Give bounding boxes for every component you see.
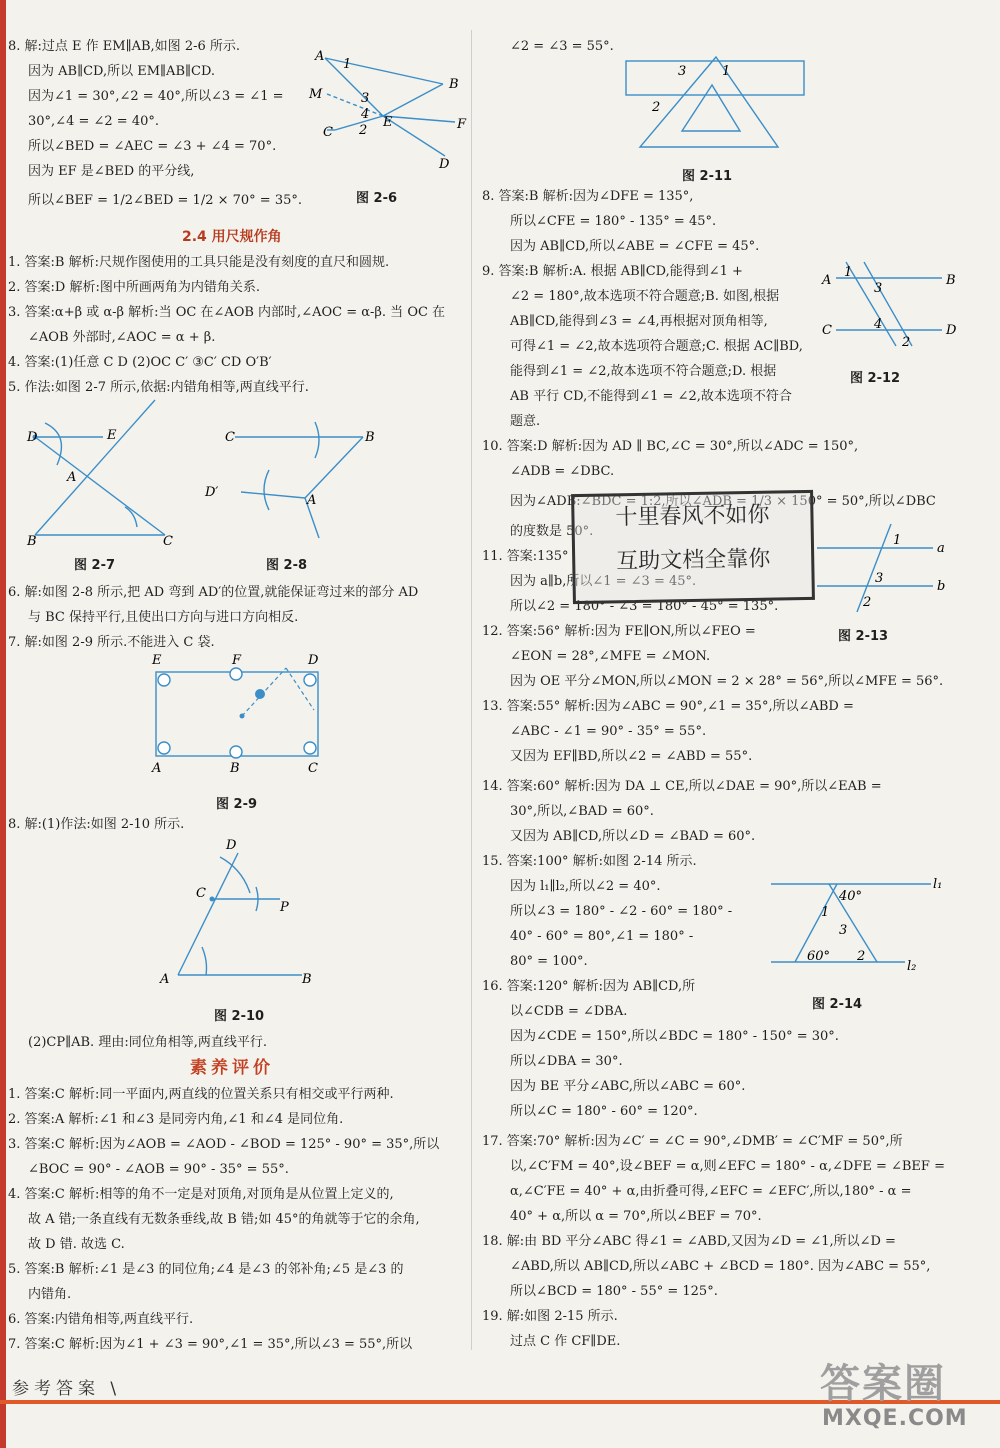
fig-label: 3: [839, 923, 848, 938]
fig-label: 2: [902, 335, 911, 350]
figure-caption: 图 2-13: [838, 629, 889, 644]
fig-label: b: [937, 579, 946, 594]
answer-line: 所以∠DBA = 30°.: [510, 1054, 623, 1069]
fig-label: 4: [874, 317, 883, 332]
figure-caption: 图 2-9: [216, 797, 258, 812]
answer-line: ∠ADB = ∠DBC.: [510, 464, 615, 479]
answer-line: 过点 C 作 CF∥DE.: [510, 1334, 621, 1349]
line: 所以∠BED = ∠AEC = ∠3 + ∠4 = 70°.: [28, 139, 277, 154]
fig-label: E: [107, 428, 117, 443]
answer-line: 的度数是 50°.: [510, 524, 594, 539]
fig-label: B: [27, 534, 37, 549]
answer-line: ∠BOC = 90° - ∠AOB = 90° - 35° = 55°.: [28, 1162, 289, 1177]
answer-line: 1. 答案:C 解析:同一平面内,两直线的位置关系只有相交或平行两种.: [8, 1087, 394, 1102]
fig-label: C: [163, 534, 173, 549]
corner-watermark-url: MXQE.COM: [822, 1406, 968, 1431]
figure-2-12: [818, 258, 968, 358]
fig-label: D: [226, 838, 237, 853]
fig-label: B: [946, 273, 956, 288]
answer-line: 3. 答案:C 解析:因为∠AOB = ∠AOD - ∠BOD = 125° - 90° = 35°,所以: [8, 1137, 440, 1152]
figure-caption: 图 2-12: [850, 371, 901, 386]
fig-label: F: [232, 653, 242, 668]
fig-label: a: [937, 541, 945, 556]
fig-label: 2: [359, 123, 368, 138]
fig-label: B: [365, 430, 375, 445]
fig-label: 1: [722, 64, 731, 79]
fig-label: F: [457, 117, 467, 132]
answer-line: 1. 答案:B 解析:尺规作图使用的工具只能是没有刻度的直尺和圆规.: [8, 255, 390, 270]
figure-2-13: [815, 522, 955, 617]
fig-label: C: [323, 125, 333, 140]
fig-label: 3: [875, 571, 884, 586]
answer-line: 所以∠BCD = 180° - 55° = 125°.: [510, 1284, 718, 1299]
fig-label: 40°: [839, 889, 863, 904]
answer-line: AB∥CD,能得到∠3 = ∠4,再根据对顶角相等,: [510, 314, 768, 329]
answer-line: 30°,所以,∠BAD = 60°.: [510, 804, 654, 819]
figure-caption: 图 2-11: [682, 169, 733, 184]
answer-line: 40° - 60° = 80°,∠1 = 180° -: [510, 929, 694, 944]
line: ∠2 = ∠3 = 55°.: [510, 39, 614, 54]
fig-label: A: [160, 972, 170, 987]
answer-line: 8. 解:(1)作法:如图 2-10 所示.: [8, 817, 185, 832]
fig-label: C: [308, 761, 318, 776]
answer-line: 所以∠C = 180° - 60° = 120°.: [510, 1104, 698, 1119]
answer-line: 4. 答案:(1)任意 C D (2)OC C′ ③C′ CD O′B′: [8, 355, 272, 370]
fig-label: P: [280, 900, 289, 915]
answer-line: 17. 答案:70° 解析:因为∠C′ = ∠C = 90°,∠DMB′ = ∠C′MF = 50°,所: [482, 1134, 903, 1149]
answer-line: 故 A 错;一条直线有无数条垂线,故 B 错;如 45°的角就等于它的余角,: [28, 1212, 420, 1227]
answer-line: 2. 答案:D 解析:图中所画两角为内错角关系.: [8, 280, 260, 295]
answer-line: 14. 答案:60° 解析:因为 DA ⊥ CE,所以∠DAE = 90°,所以∠EAB =: [482, 779, 882, 794]
answer-line: 6. 解:如图 2-8 所示,把 AD 弯到 AD′的位置,就能保证弯过来的部分 AD: [8, 585, 419, 600]
answer-line: 又因为 EF∥BD,所以∠2 = ∠ABD = 55°.: [510, 749, 753, 764]
figure-caption: 图 2-8: [266, 558, 308, 573]
answer-line: 12. 答案:56° 解析:因为 FE∥ON,所以∠FEO =: [482, 624, 756, 639]
answer-line: AB 平行 CD,不能得到∠1 = ∠2,故本选项不符合: [510, 389, 792, 404]
fig-label: 4: [361, 107, 370, 122]
answer-line: 16. 答案:120° 解析:因为 AB∥CD,所: [482, 979, 696, 994]
answer-line: ∠ABD,所以 AB∥CD,所以∠ABC + ∠BCD = 180°. 因为∠ABC = 55°,: [510, 1259, 931, 1274]
answer-line: 6. 答案:内错角相等,两直线平行.: [8, 1312, 194, 1327]
answer-line: 可得∠1 = ∠2,故本选项符合题意;C. 根据 AC∥BD,: [510, 339, 803, 354]
answer-line: 因为∠ADB:∠BDC = 1:2,所以∠ADB = 1/3 × 150° = 50°,所以∠DBC: [510, 494, 936, 509]
fig-label: l₂: [907, 959, 917, 974]
fig-label: A: [152, 761, 162, 776]
line: 因为 AB∥CD,所以 EM∥AB∥CD.: [28, 64, 216, 79]
fig-label: B: [230, 761, 240, 776]
answer-line: 因为 a∥b,所以∠1 = ∠3 = 45°.: [510, 574, 697, 589]
figure-2-11: [620, 55, 810, 160]
answer-line: 因为 OE 平分∠MON,所以∠MON = 2 × 28° = 56°,所以∠MFE = 56°.: [510, 674, 944, 689]
section-heading: 2.4 用尺规作角: [182, 229, 282, 245]
answer-line: α,∠C′FE = 40° + α,由折叠可得,∠EFC = ∠EFC′,所以,180° - α =: [510, 1184, 912, 1199]
fig-label: E: [383, 115, 393, 130]
answer-line: ∠AOB 外部时,∠AOC = α + β.: [28, 330, 216, 345]
fig-label: 2: [863, 595, 872, 610]
fig-label: 2: [652, 100, 661, 115]
figure-2-7: [25, 395, 195, 550]
stamp-line: 互助文档全靠你: [616, 546, 771, 575]
figure-caption: 图 2-10: [214, 1009, 265, 1024]
fig-label: 1: [821, 905, 830, 920]
fig-label: D′: [205, 485, 219, 500]
figure-caption: 图 2-14: [812, 997, 863, 1012]
fig-label: A: [307, 493, 317, 508]
answer-line: 因为∠CDE = 150°,所以∠BDC = 180° - 150° = 30°.: [510, 1029, 839, 1044]
fig-label: C: [196, 886, 206, 901]
line: 因为 EF 是∠BED 的平分线,: [28, 164, 195, 179]
line: 8. 解:过点 E 作 EM∥AB,如图 2-6 所示.: [8, 39, 241, 54]
answer-line: 5. 作法:如图 2-7 所示,依据:内错角相等,两直线平行.: [8, 380, 309, 395]
fig-label: D: [308, 653, 319, 668]
answer-line: ∠2 = 180°,故本选项不符合题意;B. 如图,根据: [510, 289, 780, 304]
answer-line: 以,∠C′FM = 40°,设∠BEF = α,则∠EFC = 180° - α,∠DFE = ∠BEF =: [510, 1159, 945, 1174]
answer-line: 所以∠2 = 180° - ∠3 = 180° - 45° = 135°.: [510, 599, 779, 614]
fig-label: B: [302, 972, 312, 987]
answer-line: 因为 BE 平分∠ABC,所以∠ABC = 60°.: [510, 1079, 746, 1094]
fig-label: D: [439, 157, 450, 172]
answer-line: 能得到∠1 = ∠2,故本选项不符合题意;D. 根据: [510, 364, 777, 379]
answer-line: 4. 答案:C 解析:相等的角不一定是对顶角,对顶角是从位置上定义的,: [8, 1187, 394, 1202]
answer-line: 2. 答案:A 解析:∠1 和∠3 是同旁内角,∠1 和∠4 是同位角.: [8, 1112, 344, 1127]
figure-caption: 图 2-6: [356, 191, 398, 206]
answer-line: 以∠CDB = ∠DBA.: [510, 1004, 628, 1019]
figure-2-14: [765, 870, 945, 975]
answer-line: ∠EON = 28°,∠MFE = ∠MON.: [510, 649, 711, 664]
fig-label: 1: [844, 265, 853, 280]
answer-line: 40° + α,所以 α = 70°,所以∠BEF = 70°.: [510, 1209, 762, 1224]
figure-2-6: [305, 38, 475, 178]
stamp-watermark: [571, 490, 815, 604]
answer-line: 7. 解:如图 2-9 所示.不能进入 C 袋.: [8, 635, 215, 650]
answer-line: 因为 l₁∥l₂,所以∠2 = 40°.: [510, 879, 661, 894]
stamp-line: 十里春风不如你: [615, 502, 770, 531]
figure-2-9: [140, 648, 340, 780]
answer-line: 11. 答案:135°: [482, 549, 569, 564]
answer-line: 所以∠3 = 180° - ∠2 - 60° = 180° -: [510, 904, 733, 919]
figure-2-10: [150, 835, 340, 995]
fig-label: B: [449, 77, 459, 92]
line: 30°,∠4 = ∠2 = 40°.: [28, 114, 159, 129]
fig-label: 3: [874, 281, 883, 296]
answer-line: 内错角.: [28, 1287, 72, 1302]
answer-line: 7. 答案:C 解析:因为∠1 + ∠3 = 90°,∠1 = 35°,所以∠3 = 55°,所以: [8, 1337, 413, 1352]
fig-label: 2: [857, 949, 866, 964]
answer-line: 13. 答案:55° 解析:因为∠ABC = 90°,∠1 = 35°,所以∠ABD =: [482, 699, 854, 714]
answer-line: 5. 答案:B 解析:∠1 是∠3 的同位角;∠4 是∠3 的邻补角;∠5 是∠3 的: [8, 1262, 404, 1277]
fig-label: C: [225, 430, 235, 445]
fig-label: 3: [678, 64, 687, 79]
answer-line: 80° = 100°.: [510, 954, 588, 969]
fig-label: 3: [361, 91, 370, 106]
answer-line: 又因为 AB∥CD,所以∠D = ∠BAD = 60°.: [510, 829, 756, 844]
left-edge-bar: [0, 0, 6, 1448]
answer-line: 10. 答案:D 解析:因为 AD ∥ BC,∠C = 30°,所以∠ADC = 150°,: [482, 439, 859, 454]
answer-line: 因为 AB∥CD,所以∠ABE = ∠CFE = 45°.: [510, 239, 760, 254]
fig-label: D: [946, 323, 957, 338]
footer-label: 参考答案 \: [12, 1379, 122, 1399]
answer-line: 所以∠CFE = 180° - 135° = 45°.: [510, 214, 717, 229]
fig-label: M: [309, 87, 323, 102]
fig-label: A: [315, 49, 325, 64]
line: 因为∠1 = 30°,∠2 = 40°,所以∠3 = ∠1 =: [28, 89, 284, 104]
answer-line: 9. 答案:B 解析:A. 根据 AB∥CD,能得到∠1 +: [482, 264, 743, 279]
fig-label: D: [27, 430, 38, 445]
answer-line: 与 BC 保持平行,且使出口方向与进口方向相反.: [28, 610, 299, 625]
answer-line: (2)CP∥AB. 理由:同位角相等,两直线平行.: [28, 1035, 267, 1050]
corner-watermark: 答案圈: [820, 1361, 946, 1407]
fig-label: C: [822, 323, 832, 338]
fig-label: E: [152, 653, 162, 668]
fig-label: 1: [893, 533, 902, 548]
column-divider: [471, 30, 472, 1350]
fig-label: A: [67, 470, 77, 485]
figure-2-8: [205, 410, 385, 550]
answer-line: 8. 答案:B 解析:因为∠DFE = 135°,: [482, 189, 694, 204]
answer-line: 15. 答案:100° 解析:如图 2-14 所示.: [482, 854, 697, 869]
line: 所以∠BEF = 1/2∠BED = 1/2 × 70° = 35°.: [28, 193, 303, 208]
fig-label: 60°: [807, 949, 831, 964]
answer-line: 19. 解:如图 2-15 所示.: [482, 1309, 618, 1324]
figure-caption: 图 2-7: [74, 558, 116, 573]
answer-line: ∠ABC - ∠1 = 90° - 35° = 55°.: [510, 724, 707, 739]
answer-line: 3. 答案:α+β 或 α-β 解析:当 OC 在∠AOB 内部时,∠AOC = α-β. 当 OC 在: [8, 305, 446, 320]
answer-line: 故 D 错. 故选 C.: [28, 1237, 125, 1252]
section-heading: 素养评价: [190, 1058, 274, 1078]
fig-label: A: [822, 273, 832, 288]
fig-label: 1: [343, 57, 352, 72]
fig-label: l₁: [933, 877, 943, 892]
answer-line: 18. 解:由 BD 平分∠ABC 得∠1 = ∠ABD,又因为∠D = ∠1,所以∠D =: [482, 1234, 896, 1249]
answer-line: 题意.: [510, 414, 541, 429]
